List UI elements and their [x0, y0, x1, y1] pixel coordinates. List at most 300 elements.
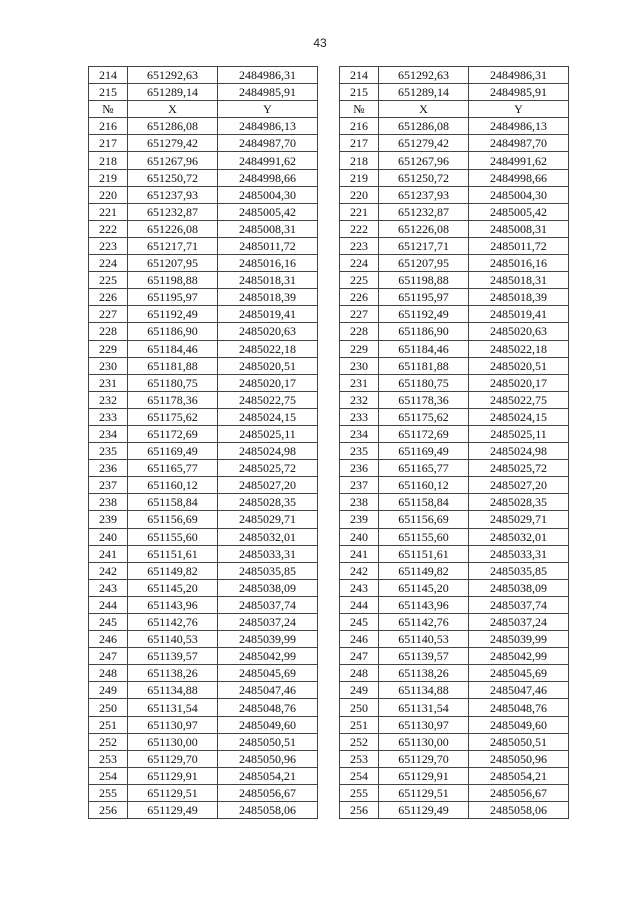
column-gap — [318, 494, 340, 511]
left-cell-y: 2485004,30 — [218, 186, 318, 203]
left-cell-x: 651292,63 — [128, 67, 218, 84]
right-cell-num: 247 — [340, 648, 379, 665]
table-row — [89, 220, 569, 237]
left-cell-y: 2485020,51 — [218, 357, 318, 374]
right-cell-y: 2485025,11 — [469, 425, 569, 442]
right-cell-y: 2485028,35 — [469, 494, 569, 511]
column-gap — [318, 614, 340, 631]
table-row — [89, 614, 569, 631]
left-cell-y: 2485018,39 — [218, 289, 318, 306]
right-cell-x: 651267,96 — [379, 152, 469, 169]
left-cell-num: 244 — [89, 596, 128, 613]
left-cell-y: 2485050,96 — [218, 750, 318, 767]
table-row — [89, 802, 569, 819]
right-cell-x: 651192,49 — [379, 306, 469, 323]
left-cell-num: 225 — [89, 272, 128, 289]
table-row — [89, 443, 569, 460]
left-cell-y: 2485029,71 — [218, 511, 318, 528]
left-cell-x: 651279,42 — [128, 135, 218, 152]
left-cell-num: 234 — [89, 425, 128, 442]
right-cell-num: 221 — [340, 203, 379, 220]
left-cell-x: 651192,49 — [128, 306, 218, 323]
left-cell-y: 2485020,63 — [218, 323, 318, 340]
left-cell-x: 651186,90 — [128, 323, 218, 340]
column-gap — [318, 340, 340, 357]
right-cell-y: 2484986,13 — [469, 118, 569, 135]
column-gap — [318, 357, 340, 374]
left-cell-num: 255 — [89, 784, 128, 801]
table-row — [89, 255, 569, 272]
right-cell-num: 238 — [340, 494, 379, 511]
left-cell-x: 651172,69 — [128, 425, 218, 442]
right-cell-num: 230 — [340, 357, 379, 374]
left-cell-x: 651129,49 — [128, 802, 218, 819]
right-cell-num: 217 — [340, 135, 379, 152]
left-cell-y: 2485047,46 — [218, 682, 318, 699]
left-cell-y: 2485025,72 — [218, 460, 318, 477]
left-cell-num: 235 — [89, 443, 128, 460]
column-gap — [318, 186, 340, 203]
left-cell-num: 248 — [89, 665, 128, 682]
left-cell-x: 651207,95 — [128, 255, 218, 272]
right-cell-y: 2484987,70 — [469, 135, 569, 152]
left-cell-y: 2485045,69 — [218, 665, 318, 682]
right-cell-x: 651217,71 — [379, 237, 469, 254]
right-cell-num: 227 — [340, 306, 379, 323]
left-cell-num: 256 — [89, 802, 128, 819]
left-cell-x: 651155,60 — [128, 528, 218, 545]
left-cell-num: 223 — [89, 237, 128, 254]
right-cell-y: 2485018,31 — [469, 272, 569, 289]
right-header-y: Y — [469, 101, 569, 118]
left-cell-num: 253 — [89, 750, 128, 767]
right-cell-num: 250 — [340, 699, 379, 716]
right-cell-num: 235 — [340, 443, 379, 460]
column-gap — [318, 528, 340, 545]
left-cell-num: 227 — [89, 306, 128, 323]
right-cell-x: 651129,91 — [379, 767, 469, 784]
left-cell-x: 651226,08 — [128, 220, 218, 237]
left-cell-x: 651158,84 — [128, 494, 218, 511]
left-cell-num: 240 — [89, 528, 128, 545]
left-cell-y: 2485027,20 — [218, 477, 318, 494]
right-cell-num: 236 — [340, 460, 379, 477]
column-gap — [318, 579, 340, 596]
right-header-x: X — [379, 101, 469, 118]
right-cell-num: 248 — [340, 665, 379, 682]
right-cell-y: 2485025,72 — [469, 460, 569, 477]
table-row — [89, 169, 569, 186]
column-gap — [318, 101, 340, 118]
column-gap — [318, 203, 340, 220]
left-cell-x: 651156,69 — [128, 511, 218, 528]
table-row — [89, 733, 569, 750]
left-cell-y: 2485056,67 — [218, 784, 318, 801]
table-row — [89, 203, 569, 220]
right-cell-num: 254 — [340, 767, 379, 784]
column-gap — [318, 767, 340, 784]
left-cell-y: 2485049,60 — [218, 716, 318, 733]
right-cell-num: 244 — [340, 596, 379, 613]
left-cell-x: 651140,53 — [128, 631, 218, 648]
left-cell-num: 232 — [89, 391, 128, 408]
left-cell-y: 2485018,31 — [218, 272, 318, 289]
page-number: 43 — [313, 36, 327, 50]
right-cell-x: 651289,14 — [379, 84, 469, 101]
right-cell-y: 2485005,42 — [469, 203, 569, 220]
right-cell-y: 2485045,69 — [469, 665, 569, 682]
left-cell-x: 651289,14 — [128, 84, 218, 101]
right-cell-num: 239 — [340, 511, 379, 528]
right-cell-y: 2485027,20 — [469, 477, 569, 494]
left-cell-num: 228 — [89, 323, 128, 340]
table-row — [89, 408, 569, 425]
right-cell-x: 651178,36 — [379, 391, 469, 408]
right-cell-x: 651292,63 — [379, 67, 469, 84]
left-cell-y: 2484985,91 — [218, 84, 318, 101]
left-cell-num: 226 — [89, 289, 128, 306]
right-cell-x: 651237,93 — [379, 186, 469, 203]
left-cell-y: 2485022,75 — [218, 391, 318, 408]
right-cell-num: 226 — [340, 289, 379, 306]
left-cell-x: 651139,57 — [128, 648, 218, 665]
left-cell-num: 221 — [89, 203, 128, 220]
right-cell-num: 222 — [340, 220, 379, 237]
right-cell-num: 234 — [340, 425, 379, 442]
right-cell-y: 2485049,60 — [469, 716, 569, 733]
left-cell-x: 651129,70 — [128, 750, 218, 767]
column-gap — [318, 425, 340, 442]
right-cell-num: 215 — [340, 84, 379, 101]
left-cell-y: 2485025,11 — [218, 425, 318, 442]
right-cell-x: 651279,42 — [379, 135, 469, 152]
right-cell-num: 252 — [340, 733, 379, 750]
left-cell-x: 651195,97 — [128, 289, 218, 306]
left-cell-num: 245 — [89, 614, 128, 631]
right-cell-x: 651160,12 — [379, 477, 469, 494]
right-cell-x: 651180,75 — [379, 374, 469, 391]
right-cell-y: 2485011,72 — [469, 237, 569, 254]
right-header-num: № — [340, 101, 379, 118]
right-cell-y: 2485008,31 — [469, 220, 569, 237]
column-gap — [318, 545, 340, 562]
right-cell-x: 651207,95 — [379, 255, 469, 272]
left-cell-x: 651180,75 — [128, 374, 218, 391]
left-cell-num: 217 — [89, 135, 128, 152]
right-cell-num: 229 — [340, 340, 379, 357]
left-cell-num: 220 — [89, 186, 128, 203]
left-cell-x: 651160,12 — [128, 477, 218, 494]
left-header-num: № — [89, 101, 128, 118]
right-cell-y: 2485019,41 — [469, 306, 569, 323]
right-cell-num: 231 — [340, 374, 379, 391]
column-gap — [318, 67, 340, 84]
right-cell-y: 2484991,62 — [469, 152, 569, 169]
left-cell-x: 651130,97 — [128, 716, 218, 733]
right-cell-x: 651129,70 — [379, 750, 469, 767]
right-cell-x: 651175,62 — [379, 408, 469, 425]
left-cell-x: 651134,88 — [128, 682, 218, 699]
right-cell-x: 651138,26 — [379, 665, 469, 682]
right-cell-num: 225 — [340, 272, 379, 289]
right-cell-x: 651155,60 — [379, 528, 469, 545]
left-cell-num: 224 — [89, 255, 128, 272]
right-cell-y: 2485047,46 — [469, 682, 569, 699]
right-cell-y: 2485037,74 — [469, 596, 569, 613]
left-cell-num: 251 — [89, 716, 128, 733]
table-row — [89, 682, 569, 699]
left-cell-num: 218 — [89, 152, 128, 169]
right-cell-x: 651149,82 — [379, 562, 469, 579]
table-row — [89, 767, 569, 784]
right-cell-y: 2485054,21 — [469, 767, 569, 784]
column-gap — [318, 220, 340, 237]
right-cell-num: 223 — [340, 237, 379, 254]
column-gap — [318, 408, 340, 425]
right-cell-y: 2485038,09 — [469, 579, 569, 596]
left-cell-num: 216 — [89, 118, 128, 135]
right-cell-num: 253 — [340, 750, 379, 767]
right-cell-y: 2485042,99 — [469, 648, 569, 665]
left-cell-y: 2485008,31 — [218, 220, 318, 237]
right-cell-num: 256 — [340, 802, 379, 819]
right-cell-y: 2485029,71 — [469, 511, 569, 528]
left-cell-y: 2485054,21 — [218, 767, 318, 784]
table-row — [89, 562, 569, 579]
column-gap — [318, 289, 340, 306]
right-cell-x: 651195,97 — [379, 289, 469, 306]
left-header-y: Y — [218, 101, 318, 118]
right-cell-y: 2485050,96 — [469, 750, 569, 767]
left-cell-num: 231 — [89, 374, 128, 391]
left-cell-y: 2484986,31 — [218, 67, 318, 84]
left-cell-x: 651286,08 — [128, 118, 218, 135]
table-row — [89, 528, 569, 545]
table-row — [89, 84, 569, 101]
coordinates-table — [88, 66, 569, 819]
left-cell-y: 2484986,13 — [218, 118, 318, 135]
table-row — [89, 596, 569, 613]
right-cell-y: 2484998,66 — [469, 169, 569, 186]
column-gap — [318, 511, 340, 528]
right-cell-x: 651250,72 — [379, 169, 469, 186]
left-cell-y: 2485024,15 — [218, 408, 318, 425]
right-cell-num: 218 — [340, 152, 379, 169]
left-cell-x: 651129,91 — [128, 767, 218, 784]
table-row — [89, 716, 569, 733]
right-cell-x: 651143,96 — [379, 596, 469, 613]
right-cell-x: 651165,77 — [379, 460, 469, 477]
right-cell-num: 251 — [340, 716, 379, 733]
column-gap — [318, 255, 340, 272]
right-cell-y: 2485058,06 — [469, 802, 569, 819]
left-cell-x: 651165,77 — [128, 460, 218, 477]
right-cell-num: 240 — [340, 528, 379, 545]
right-cell-num: 245 — [340, 614, 379, 631]
left-cell-y: 2485048,76 — [218, 699, 318, 716]
table-row — [89, 340, 569, 357]
right-cell-num: 233 — [340, 408, 379, 425]
left-cell-x: 651138,26 — [128, 665, 218, 682]
table-row — [89, 648, 569, 665]
table-row — [89, 118, 569, 135]
table-row — [89, 579, 569, 596]
left-cell-y: 2485016,16 — [218, 255, 318, 272]
left-cell-x: 651131,54 — [128, 699, 218, 716]
column-gap — [318, 306, 340, 323]
left-cell-x: 651151,61 — [128, 545, 218, 562]
column-gap — [318, 784, 340, 801]
right-cell-x: 651286,08 — [379, 118, 469, 135]
right-cell-num: 224 — [340, 255, 379, 272]
right-cell-x: 651184,46 — [379, 340, 469, 357]
right-cell-num: 241 — [340, 545, 379, 562]
left-cell-x: 651143,96 — [128, 596, 218, 613]
table-row — [89, 374, 569, 391]
left-cell-num: 239 — [89, 511, 128, 528]
coordinates-table-body — [89, 67, 569, 819]
right-cell-y: 2484985,91 — [469, 84, 569, 101]
column-gap — [318, 460, 340, 477]
left-cell-x: 651198,88 — [128, 272, 218, 289]
table-row — [89, 494, 569, 511]
right-cell-x: 651232,87 — [379, 203, 469, 220]
column-gap — [318, 682, 340, 699]
right-cell-y: 2485024,15 — [469, 408, 569, 425]
right-cell-x: 651139,57 — [379, 648, 469, 665]
left-cell-y: 2485024,98 — [218, 443, 318, 460]
table-row — [89, 460, 569, 477]
table-row — [89, 67, 569, 84]
right-cell-x: 651129,51 — [379, 784, 469, 801]
right-cell-y: 2485037,24 — [469, 614, 569, 631]
left-cell-num: 222 — [89, 220, 128, 237]
left-cell-x: 651145,20 — [128, 579, 218, 596]
right-cell-y: 2485022,18 — [469, 340, 569, 357]
column-gap — [318, 665, 340, 682]
left-cell-y: 2485011,72 — [218, 237, 318, 254]
right-cell-x: 651151,61 — [379, 545, 469, 562]
right-cell-x: 651169,49 — [379, 443, 469, 460]
left-cell-num: 233 — [89, 408, 128, 425]
right-cell-num: 219 — [340, 169, 379, 186]
column-gap — [318, 648, 340, 665]
left-cell-num: 254 — [89, 767, 128, 784]
left-cell-y: 2485019,41 — [218, 306, 318, 323]
left-cell-y: 2485032,01 — [218, 528, 318, 545]
right-cell-y: 2485024,98 — [469, 443, 569, 460]
right-cell-y: 2485018,39 — [469, 289, 569, 306]
column-gap — [318, 443, 340, 460]
right-cell-num: 216 — [340, 118, 379, 135]
right-cell-x: 651172,69 — [379, 425, 469, 442]
right-cell-y: 2485020,51 — [469, 357, 569, 374]
right-cell-x: 651130,00 — [379, 733, 469, 750]
left-cell-x: 651237,93 — [128, 186, 218, 203]
left-cell-num: 238 — [89, 494, 128, 511]
right-cell-x: 651186,90 — [379, 323, 469, 340]
left-cell-x: 651130,00 — [128, 733, 218, 750]
right-cell-num: 243 — [340, 579, 379, 596]
left-cell-num: 215 — [89, 84, 128, 101]
table-row — [89, 152, 569, 169]
left-cell-y: 2485037,24 — [218, 614, 318, 631]
table-row — [89, 425, 569, 442]
right-cell-y: 2485033,31 — [469, 545, 569, 562]
right-cell-y: 2485020,17 — [469, 374, 569, 391]
table-row — [89, 699, 569, 716]
left-cell-y: 2485035,85 — [218, 562, 318, 579]
right-cell-x: 651142,76 — [379, 614, 469, 631]
left-cell-num: 246 — [89, 631, 128, 648]
left-cell-x: 651149,82 — [128, 562, 218, 579]
table-row — [89, 306, 569, 323]
right-cell-y: 2485020,63 — [469, 323, 569, 340]
column-gap — [318, 802, 340, 819]
right-cell-num: 232 — [340, 391, 379, 408]
table-row — [89, 511, 569, 528]
table-row — [89, 357, 569, 374]
left-cell-y: 2484998,66 — [218, 169, 318, 186]
table-row — [89, 477, 569, 494]
right-cell-num: 220 — [340, 186, 379, 203]
table-row — [89, 784, 569, 801]
left-cell-num: 237 — [89, 477, 128, 494]
left-cell-y: 2485042,99 — [218, 648, 318, 665]
right-cell-y: 2485056,67 — [469, 784, 569, 801]
right-cell-y: 2485032,01 — [469, 528, 569, 545]
left-cell-y: 2485050,51 — [218, 733, 318, 750]
left-cell-x: 651184,46 — [128, 340, 218, 357]
left-cell-num: 247 — [89, 648, 128, 665]
table-row — [89, 186, 569, 203]
left-cell-num: 242 — [89, 562, 128, 579]
right-cell-x: 651156,69 — [379, 511, 469, 528]
column-gap — [318, 135, 340, 152]
column-gap — [318, 323, 340, 340]
left-cell-num: 214 — [89, 67, 128, 84]
left-cell-x: 651250,72 — [128, 169, 218, 186]
table-header-row — [89, 101, 569, 118]
right-cell-num: 242 — [340, 562, 379, 579]
left-cell-num: 250 — [89, 699, 128, 716]
table-row — [89, 237, 569, 254]
left-header-x: X — [128, 101, 218, 118]
column-gap — [318, 169, 340, 186]
left-cell-num: 252 — [89, 733, 128, 750]
left-cell-num: 236 — [89, 460, 128, 477]
right-cell-num: 249 — [340, 682, 379, 699]
table-row — [89, 750, 569, 767]
left-cell-x: 651217,71 — [128, 237, 218, 254]
left-cell-y: 2485022,18 — [218, 340, 318, 357]
left-cell-x: 651129,51 — [128, 784, 218, 801]
left-cell-x: 651232,87 — [128, 203, 218, 220]
left-cell-num: 249 — [89, 682, 128, 699]
column-gap — [318, 391, 340, 408]
right-cell-y: 2485048,76 — [469, 699, 569, 716]
left-cell-y: 2485039,99 — [218, 631, 318, 648]
right-cell-x: 651130,97 — [379, 716, 469, 733]
table-row — [89, 391, 569, 408]
right-cell-num: 237 — [340, 477, 379, 494]
column-gap — [318, 272, 340, 289]
right-cell-x: 651140,53 — [379, 631, 469, 648]
right-cell-x: 651158,84 — [379, 494, 469, 511]
left-cell-num: 241 — [89, 545, 128, 562]
table-row — [89, 545, 569, 562]
right-cell-x: 651145,20 — [379, 579, 469, 596]
